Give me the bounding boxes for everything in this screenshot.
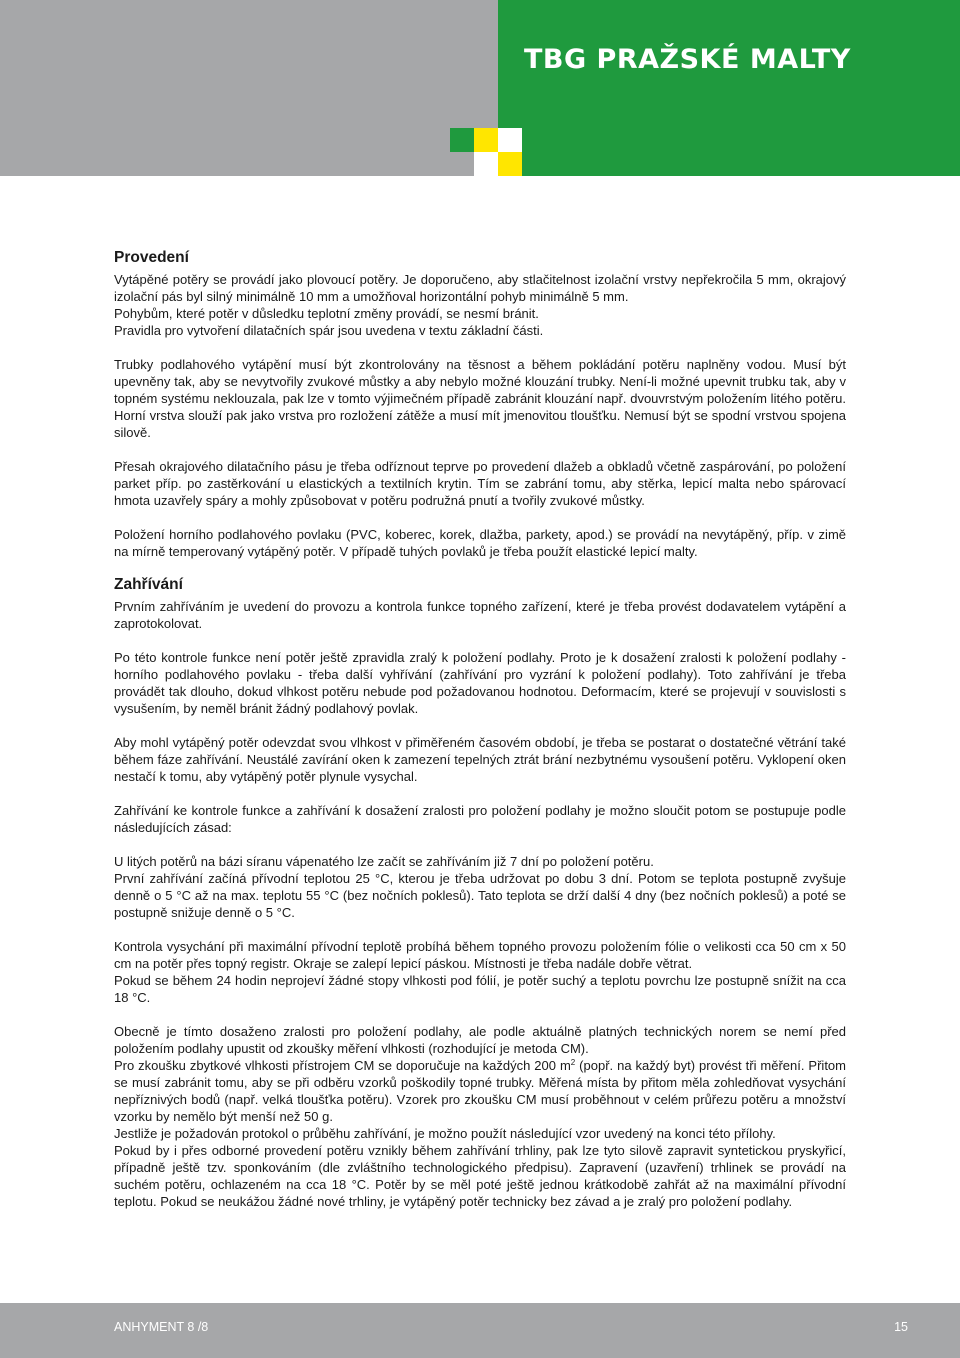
paragraph: První zahřívání začíná přívodní teplotou 25 °C, kterou je třeba udržovat po dobu 3 dní. Potom se teplota postupně zvyšuje denně o 5 °C až na max. teplotu 55 °C (bez nočních poklesů). Tato teplota se drží další 4 dny (bez nočních poklesů) a poté se postupně snižuje denně o 5 °C.: [114, 871, 846, 920]
heading-zahrivani: Zahřívání: [114, 576, 183, 593]
heading-provedeni: Provedení: [114, 249, 189, 266]
paragraph: Pokud by i přes odborné provedení potěru vznikly během zahřívání trhliny, pak lze tyto silově zapravit syntetickou pryskyřicí, případně ještě tzv. sponkováním (dle zvláštního technologického předpisu). Zapravení (uzavření) trhlinek se provádí na suchém potěru, ochlazeném na cca 18 °C. Potěr by se měl poté ještě jednou krátkodobě zahřát až na maximální přívodní teplotu. Pokud se neukážou žádné nové trhliny, je vytápěný potěr technicky bez závad a je zralý pro položení podlahy.: [114, 1143, 846, 1209]
paragraph: U litých potěrů na bázi síranu vápenatého lze začít se zahříváním již 7 dní po položení potěru.: [114, 854, 654, 869]
paragraph: Zahřívání ke kontrole funkce a zahřívání k dosažení zralosti pro položení podlahy je možno sloučit potom se postupuje podle následujících zásad:: [114, 803, 846, 835]
paragraph: Prvním zahříváním je uvedení do provozu a kontrola funkce topného zařízení, které je třeba provést dodavatelem vytápění a zaprotokolovat.: [114, 599, 846, 631]
deco-square-yellow-2: [498, 152, 522, 176]
superscript: 2: [570, 1058, 576, 1067]
paragraph: Pravidla pro vytvoření dilatačních spár jsou uvedena v textu základní části.: [114, 323, 544, 338]
deco-square-green-1: [450, 128, 474, 152]
brand-logo-text: TBG PRAŽSKÉ MALTY: [524, 44, 851, 75]
paragraph-cm-test: [114, 1057, 846, 1125]
footer-document-label: ANHYMENT 8 /8: [114, 1320, 209, 1334]
deco-square-white-2: [498, 128, 522, 152]
paragraph: Po této kontrole funkce není potěr ještě zpravidla zralý k položení podlahy. Proto je k dosažení zralosti k položení podlahy - horního podlahového povlaku - třeba další vyhřívání (zahřívání pro vyzrání k položení podlahy). Toto zahřívání je třeba provádět tak dlouho, dokud vlhkost potěru nebude pod požadovanou hodnotou. Deformacím, které se projevují v souvislosti s vysušením, by neměl bránit žádný podlahový povlak.: [114, 650, 846, 716]
deco-square-yellow-1: [474, 128, 498, 152]
paragraph: Pokud se během 24 hodin neprojeví žádné stopy vlhkosti pod fólií, je potěr suchý a teplotu povrchu lze postupně snížit na cca 18 °C.: [114, 973, 846, 1005]
deco-square-white-1: [474, 152, 498, 176]
paragraph: Kontrola vysychání při maximální přívodní teplotě probíhá během topného provozu položením fólie o velikosti cca 50 cm x 50 cm na potěr přes topný registr. Okraje se zalepí lepicí páskou. Místnosti je třeba nadále dobře větrat.: [114, 939, 846, 971]
paragraph-part: Pro zkoušku zbytkové vlhkosti přístrojem CM se doporučuje na každých 200 m: [114, 1058, 571, 1073]
paragraph: Trubky podlahového vytápění musí být zkontrolovány na těsnost a během pokládání potěru naplněny vodou. Musí být upevněny tak, aby se nevytvořily zvukové můstky a aby nebylo možné klouzání trubky. Není-li možné upevnit trubku tak, aby v topném systému neklouzala, pak lze v tomto výjimečném případě zabránit klouzání např. dvouvrstvým položením litého potěru. Horní vrstva slouží pak jako vrstva pro rozložení zátěže a musí mít jmenovitou tloušťku. Nemusí být se spodní vrstvou spojena silově.: [114, 357, 846, 440]
paragraph: Přesah okrajového dilatačního pásu je třeba odříznout teprve po provedení dlažeb a obkladů včetně zaspárování, po položení parket příp. po zastěrkování u elastických a textilních krytin. Tím se zabrání tomu, aby stěrka, lepicí malta nebo spárovací hmota uzavřely spáry a mohly způsobovat v potěru podružná pnutí a tvořily zvukové můstky.: [114, 459, 846, 508]
footer-bar: [0, 1303, 960, 1358]
page-number: 15: [894, 1320, 908, 1334]
main-content: [114, 248, 846, 1210]
header-green-band: [498, 0, 960, 176]
paragraph: Aby mohl vytápěný potěr odevzdat svou vlhkost v přiměřeném časovém období, je třeba se postarat o dostatečné větrání také během fáze zahřívání. Neustálé zavírání oken k zamezení tepelných ztrát brání nezbytnému vysoušení potěru. Vyklopení oken nestačí k tomu, aby vytápěný potěr plynule vysychal.: [114, 735, 846, 784]
header-gray-band: [0, 0, 498, 176]
paragraph: Pohybům, které potěr v důsledku teplotní změny provádí, se nesmí bránit.: [114, 306, 539, 321]
paragraph: Položení horního podlahového povlaku (PVC, koberec, korek, dlažba, parkety, apod.) se provádí na nevytápěný, příp. v zimě na mírně temperovaný vytápěný potěr. V případě tuhých povlaků je třeba použít elastické lepicí malty.: [114, 527, 846, 559]
paragraph: Jestliže je požadován protokol o průběhu zahřívání, je možno použít následující vzor uvedený na konci této přílohy.: [114, 1126, 776, 1141]
paragraph-part: (popř. na každý byt) provést tři měření. Přitom se musí zabránit tomu, aby se při odběru vzorků poškodily topné trubky. Měřená místa by přitom měla zohledňovat vysychání nepříznivých bodů (např. velká tloušťka potěru). Vzorek pro zkoušku CM musí proběhnout v celém průřezu potěru a množství vzorku by nemělo být menší než 50 g.: [114, 1058, 846, 1124]
paragraph: Obecně je tímto dosaženo zralosti pro položení podlahy, ale podle aktuálně platných technických norem se nemí před položením podlahy upustit od zkoušky měření vlhkosti (rozhodující je metoda CM).: [114, 1024, 846, 1056]
paragraph: Vytápěné potěry se provádí jako plovoucí potěry. Je doporučeno, aby stlačitelnost izolační vrstvy nepřekročila 5 mm, okrajový izolační pás byl silný minimálně 10 mm a umožňoval horizontální pohyb minimálně 5 mm.: [114, 272, 846, 304]
